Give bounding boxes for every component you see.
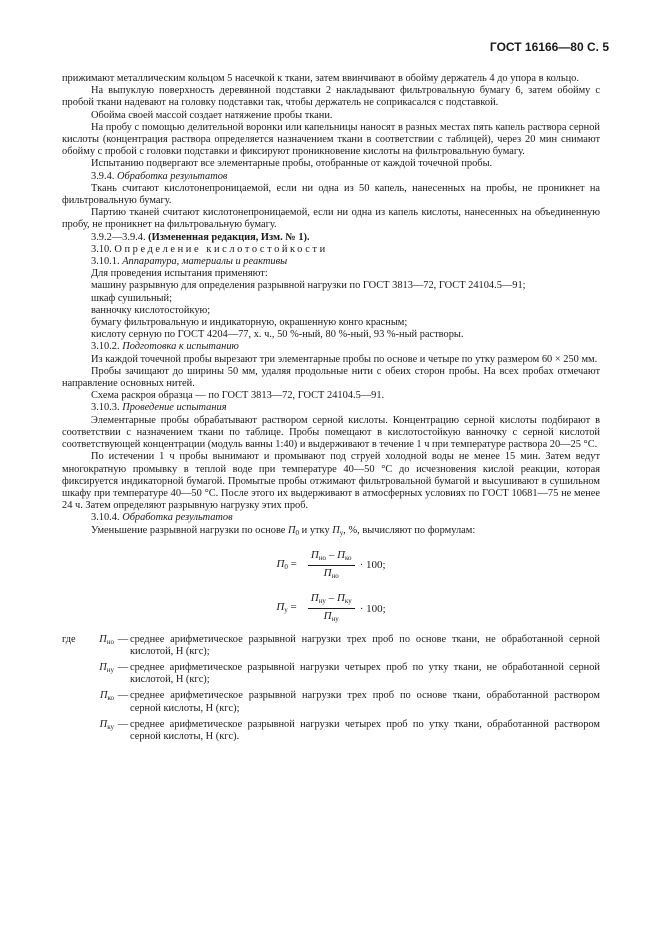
page-header: ГОСТ 16166—80 С. 5 bbox=[489, 40, 609, 54]
paragraph: Схема раскроя образца — по ГОСТ 3813—72, ГОСТ 24104.5—91. bbox=[91, 390, 385, 402]
formula-weft: $П_у$ = $\frac{П_{ну} - П_{ку}}{П_{ну}}$ · 100; bbox=[62, 592, 600, 625]
fraction: $\frac{П_{но} - П_{ко}}{П_{но}}$ bbox=[308, 549, 355, 582]
legend-row: $П_{ну}$ — среднее арифметическое разрывной нагрузки четырех проб по утку ткани, не обработанной серной кислотой, Н (кгс); bbox=[99, 661, 600, 686]
section-number: 3.10.3. bbox=[91, 402, 120, 414]
paragraph: Элементарные пробы обрабатывают раствором серной кислоты. Концентрацию серной кислоты подбирают в соответствии с назначением ткани по таблице. Пробы помещают в кислотостойкую ванночку с серной кислотой соответствующей концентрации (модуль ванны 1:40) и выдерживают в течение 1 ч при температуре раствора 20—25 °С. bbox=[62, 414, 600, 451]
section-title: Определение кислотостойкости bbox=[114, 243, 328, 255]
section-heading-3-10-3 bbox=[62, 402, 600, 414]
section-number: 3.10.1. bbox=[91, 256, 120, 268]
section-heading-3-10 bbox=[62, 244, 600, 256]
section-number: 3.9.4. bbox=[91, 170, 115, 182]
section-title: Подготовка к испытанию bbox=[122, 341, 239, 353]
paragraph: На пробу с помощью делительной воронки или капельницы наносят в разных местах пять капель раствора серной кислоты (концентрация раствора определяется назначением ткани в соответствии с таблицей), через 20 мин снимают обойму с пробой с головки подставки и фиксируют проникновение кислоты на фильтровальную бумагу. bbox=[62, 121, 600, 158]
section-number: 3.10.4. bbox=[91, 512, 120, 524]
legend-row: $П_{ко}$ — среднее арифметическое разрывной нагрузки трех проб по основе ткани, обработанной раствором серной кислоты, Н (кгс); bbox=[99, 690, 600, 714]
formula-warp: $П_0$ = $\frac{П_{но} - П_{ко}}{П_{но}}$ · 100; bbox=[62, 549, 600, 582]
paragraph: Для проведения испытания применяют: bbox=[91, 268, 268, 280]
section-title: Обработка результатов bbox=[117, 170, 228, 182]
section-number: 3.10.2. bbox=[91, 341, 120, 353]
amendment-note bbox=[62, 232, 600, 244]
legend-row: где $П_{но}$ — среднее арифметическое разрывной нагрузки трех проб по основе ткани, не обработанной серной кислотой, Н (кгс); bbox=[62, 633, 600, 657]
fraction: $\frac{П_{ну} - П_{ку}}{П_{ну}}$ bbox=[308, 592, 355, 625]
paragraph: Из каждой точечной пробы вырезают три элементарные пробы по основе и четыре по утку размером 60 × 250 мм. bbox=[91, 353, 598, 365]
section-title: Аппаратура, материалы и реактивы bbox=[122, 256, 288, 268]
paragraph: По истечении 1 ч пробы вынимают и промывают под струей холодной воды не менее 15 мин. Затем ведут многократную промывку в теплой воде при температуре 40—50 °С до исчезновения кислой реакции, которая фиксируется индикаторной бумагой. Промытые пробы отжимают фильтровальной бумагой и высушивают в сушильном шкафу при температуре 40—50 °С. После этого их выдерживают в атмосферных условиях по ГОСТ 10681—75 не менее 24 ч. Затем определяют разрывную нагрузку этих проб. bbox=[62, 451, 600, 512]
list-item: шкаф сушильный; bbox=[91, 292, 172, 304]
paragraph: прижимают металлическим кольцом 5 насечкой к ткани, затем ввинчивают в обойму держатель 4 до упора в кольцо. bbox=[62, 73, 579, 84]
section-title: Проведение испытания bbox=[122, 402, 227, 414]
section-heading-3-10-2 bbox=[62, 341, 600, 353]
paragraph: Обойма своей массой создает натяжение пробы ткани. bbox=[91, 109, 333, 121]
paragraph: На выпуклую поверхность деревянной подставки 2 накладывают фильтровальную бумагу 6, затем обойму с пробой ткани надевают на головку подставки так, чтобы держатель не соприкасался с подставкой. bbox=[62, 85, 600, 109]
section-heading-3-10-4 bbox=[62, 512, 600, 524]
section-title: Обработка результатов bbox=[122, 512, 233, 524]
section-heading-3-10-1 bbox=[62, 256, 600, 268]
list-item: бумагу фильтровальную и индикаторную, окрашенную конго красным; bbox=[91, 317, 408, 329]
section-heading-3-9-4 bbox=[62, 171, 600, 183]
paragraph: Партию тканей считают кислотонепроницаемой, если ни одна из капель кислоты, нанесенных на объединенную пробу, не проникнет на фильтровальную бумагу. bbox=[62, 207, 600, 231]
list-item: машину разрывную для определения разрывной нагрузки по ГОСТ 3813—72, ГОСТ 24104.5—91; bbox=[91, 280, 526, 292]
symbol-legend bbox=[62, 634, 600, 748]
section-number: 3.10. bbox=[91, 243, 112, 255]
paragraph: Ткань считают кислотонепроницаемой, если ни одна из 50 капель, нанесенных на пробы, не проникнет на фильтровальную бумагу. bbox=[62, 182, 600, 207]
amendment-range: 3.9.2—3.9.4. bbox=[91, 231, 146, 243]
legend-row: $П_{ку}$ — среднее арифметическое разрывной нагрузки четырех проб по утку ткани, обработанной раствором серной кислоты, Н (кгс). bbox=[99, 718, 600, 742]
paragraph: Пробы зачищают до ширины 50 мм, удаляя продольные нити с обеих сторон пробы. На всех пробах отмечают направление основных нитей. bbox=[62, 365, 600, 390]
paragraph: Испытанию подвергают все элементарные пробы, отобранные от каждой точечной пробы. bbox=[91, 158, 493, 170]
list-item: кислоту серную по ГОСТ 4204—77, х. ч., 50 %-ный, 80 %-ный, 93 %-ный растворы. bbox=[91, 329, 464, 341]
amendment-text: (Измененная редакция, Изм. № 1). bbox=[148, 231, 310, 243]
formula-intro: Уменьшение разрывной нагрузки по основе $П_0$ и утку $П_у$, %, вычисляют по формулам: bbox=[91, 524, 476, 537]
list-item: ванночку кислотостойкую; bbox=[91, 304, 211, 316]
document-body bbox=[62, 73, 600, 747]
